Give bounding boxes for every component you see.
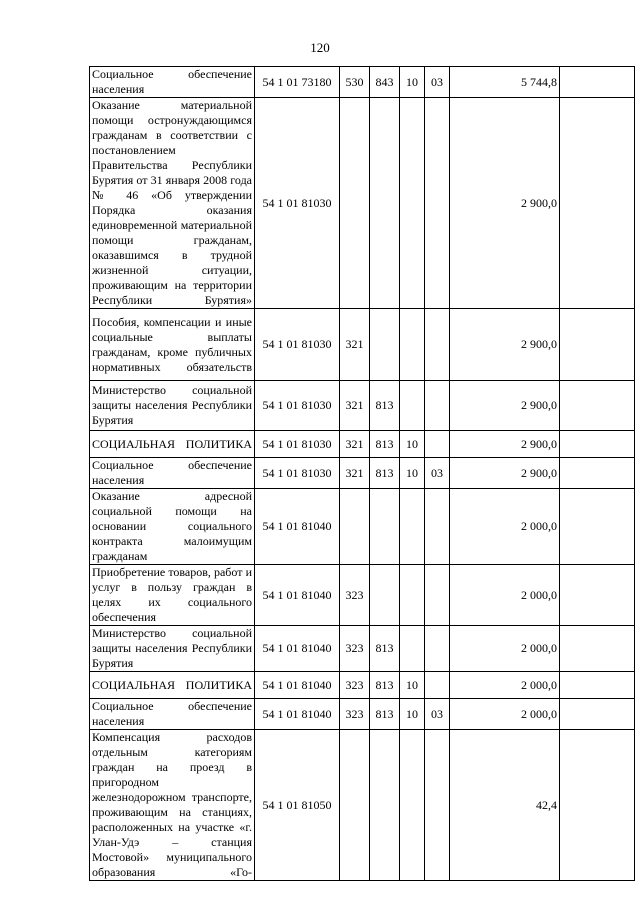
table-row [90,431,635,458]
row-code-cell: 54 1 01 81030 [255,309,340,381]
row-rz-cell [400,98,425,309]
row-name-cell: Социальное обеспечение населения [90,67,255,98]
row-rz-cell [400,381,425,431]
row-sum-cell: 2 900,0 [450,98,560,309]
row-extra-cell [560,565,635,626]
row-code-cell: 54 1 01 81050 [255,730,340,881]
row-extra-cell [560,730,635,881]
row-gr-cell: 813 [370,381,400,431]
row-sum-cell: 2 000,0 [450,565,560,626]
table-row [90,730,635,881]
row-vr-cell: 323 [340,626,370,672]
row-sum-cell: 2 000,0 [450,699,560,730]
row-name-cell: Министерство социальной защиты населения Республики Бурятия [90,381,255,431]
row-code-cell: 54 1 01 81030 [255,98,340,309]
row-name-cell: СОЦИАЛЬНАЯ ПОЛИТИКА [90,672,255,699]
table-row [90,626,635,672]
row-vr-cell [340,98,370,309]
row-gr-cell: 813 [370,626,400,672]
row-gr-cell [370,489,400,565]
row-pr-cell [425,381,450,431]
row-sum-cell: 2 900,0 [450,458,560,489]
row-sum-cell: 2 000,0 [450,489,560,565]
row-rz-cell [400,309,425,381]
row-vr-cell [340,730,370,881]
row-extra-cell [560,98,635,309]
row-vr-cell [340,489,370,565]
budget-table [89,66,635,881]
row-name-cell: Компенсация расходов отдельным категориям граждан на проезд в пригородном железнодорожном транспорте, проживающим на станциях, расположенных на участке «г. Улан-Удэ – станция Мостовой» муниципального образования «Го- [90,730,255,881]
row-extra-cell [560,381,635,431]
row-rz-cell: 10 [400,699,425,730]
row-pr-cell: 03 [425,67,450,98]
row-vr-cell: 321 [340,381,370,431]
row-rz-cell: 10 [400,67,425,98]
row-vr-cell: 321 [340,431,370,458]
row-gr-cell: 813 [370,458,400,489]
row-pr-cell [425,672,450,699]
row-sum-cell: 42,4 [450,730,560,881]
row-code-cell: 54 1 01 81030 [255,431,340,458]
row-rz-cell [400,730,425,881]
row-extra-cell [560,431,635,458]
row-extra-cell [560,458,635,489]
table-row [90,699,635,730]
table-row [90,458,635,489]
table-row [90,672,635,699]
row-pr-cell [425,626,450,672]
row-rz-cell: 10 [400,672,425,699]
row-extra-cell [560,309,635,381]
row-sum-cell: 2 900,0 [450,431,560,458]
row-code-cell: 54 1 01 81040 [255,489,340,565]
row-vr-cell: 323 [340,699,370,730]
row-extra-cell [560,699,635,730]
row-pr-cell [425,730,450,881]
row-code-cell: 54 1 01 81040 [255,699,340,730]
row-rz-cell [400,626,425,672]
row-name-cell: Социальное обеспечение населения [90,458,255,489]
row-sum-cell: 2 900,0 [450,309,560,381]
row-pr-cell: 03 [425,458,450,489]
row-code-cell: 54 1 01 81030 [255,381,340,431]
row-code-cell: 54 1 01 81040 [255,565,340,626]
row-extra-cell [560,489,635,565]
row-name-cell: СОЦИАЛЬНАЯ ПОЛИТИКА [90,431,255,458]
row-name-cell: Социальное обеспечение населения [90,699,255,730]
row-rz-cell: 10 [400,458,425,489]
row-name-cell: Пособия, компенсации и иные социальные выплаты гражданам, кроме публичных нормативных обязательств [90,309,255,381]
row-code-cell: 54 1 01 73180 [255,67,340,98]
row-name-cell: Министерство социальной защиты населения Республики Бурятия [90,626,255,672]
row-rz-cell [400,489,425,565]
table-row [90,309,635,381]
row-rz-cell [400,565,425,626]
table-row [90,381,635,431]
table-row [90,98,635,309]
row-gr-cell: 813 [370,672,400,699]
row-name-cell: Приобретение товаров, работ и услуг в пользу граждан в целях их социального обеспечения [90,565,255,626]
row-sum-cell: 2 000,0 [450,672,560,699]
row-pr-cell [425,489,450,565]
row-extra-cell [560,672,635,699]
row-gr-cell [370,309,400,381]
row-extra-cell [560,626,635,672]
row-code-cell: 54 1 01 81040 [255,626,340,672]
table-body [90,67,635,881]
table-row [90,489,635,565]
row-pr-cell: 03 [425,699,450,730]
row-sum-cell: 2 900,0 [450,381,560,431]
row-vr-cell: 321 [340,309,370,381]
row-sum-cell: 2 000,0 [450,626,560,672]
row-pr-cell [425,565,450,626]
row-rz-cell: 10 [400,431,425,458]
row-code-cell: 54 1 01 81030 [255,458,340,489]
row-pr-cell [425,98,450,309]
row-gr-cell [370,730,400,881]
page-number: 120 [310,40,330,55]
row-code-cell: 54 1 01 81040 [255,672,340,699]
row-vr-cell: 323 [340,672,370,699]
row-gr-cell [370,98,400,309]
table-row [90,565,635,626]
row-gr-cell: 843 [370,67,400,98]
row-name-cell: Оказание материальной помощи остронуждающимся гражданам в соответствии с постановлением Правительства Республики Бурятия от 31 января 2008 года № 46 «Об утверждении Порядка оказания единовременной материальной помощи гражданам, оказавшимся в трудной жизненной ситуации, проживающим на территории Республики Бурятия» [90,98,255,309]
table-row [90,67,635,98]
row-gr-cell: 813 [370,431,400,458]
row-gr-cell [370,565,400,626]
row-gr-cell: 813 [370,699,400,730]
row-pr-cell [425,309,450,381]
row-vr-cell: 530 [340,67,370,98]
row-sum-cell: 5 744,8 [450,67,560,98]
row-vr-cell: 323 [340,565,370,626]
row-extra-cell [560,67,635,98]
row-name-cell: Оказание адресной социальной помощи на основании социального контракта малоимущим гражданам [90,489,255,565]
row-vr-cell: 321 [340,458,370,489]
row-pr-cell [425,431,450,458]
